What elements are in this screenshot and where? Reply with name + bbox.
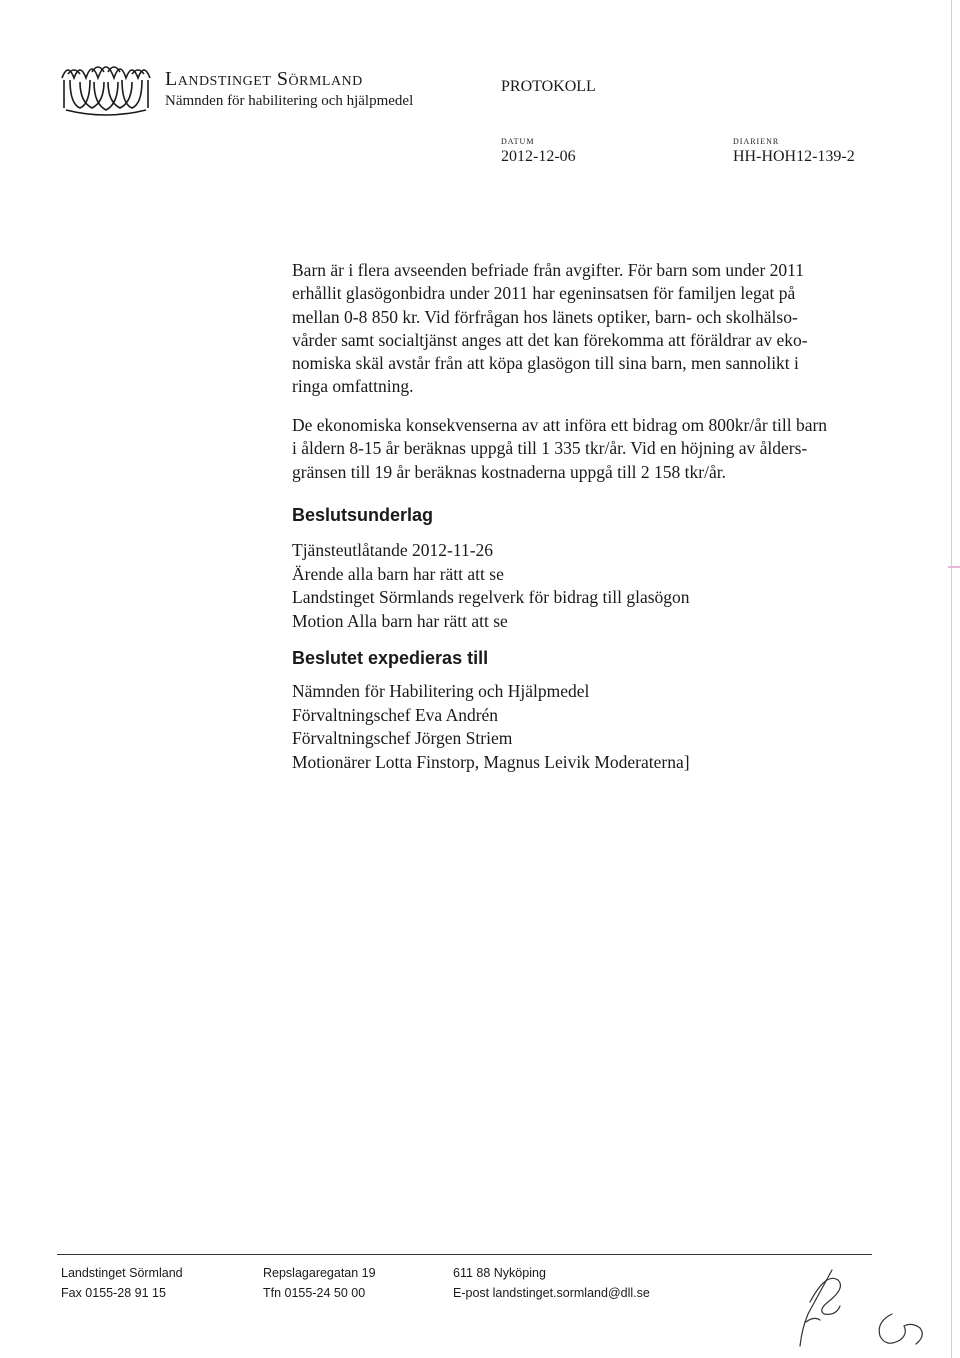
footer-line: E-post landstinget.sormland@dll.se [453, 1286, 650, 1300]
footer-divider [57, 1254, 872, 1255]
organization-block [165, 68, 413, 111]
paragraph-line: nomiska skäl avstår från att köpa glasögon till sina barn, men sannolikt i [292, 353, 799, 374]
list-item: Tjänsteutlåtande 2012-11-26 [292, 540, 494, 560]
section-heading-basis: Beslutsunderlag [292, 505, 434, 525]
footer-column-city [453, 1263, 650, 1303]
paragraph-costs [292, 414, 864, 484]
registration-block [733, 137, 855, 166]
list-item: Landstinget Sörmlands regelverk för bidrag till glasögon [292, 587, 690, 607]
registration-label: DIARIENR [733, 137, 780, 146]
handwritten-signature-icon [780, 1262, 940, 1352]
basis-list [292, 539, 690, 633]
list-item: Motionärer Lotta Finstorp, Magnus Leivik Moderaterna] [292, 751, 690, 772]
list-item: Förvaltningschef Eva Andrén [292, 704, 499, 725]
paragraph-line: Barn är i flera avseenden befriade från avgifter. För barn som under 2011 [292, 260, 804, 280]
crown-logo-icon [58, 52, 154, 118]
paragraph-line: gränsen till 19 år beräknas kostnaderna uppgå till 2 158 tkr/år. [292, 461, 726, 482]
paragraph-line: ringa omfattning. [292, 376, 414, 397]
footer-line: Landstinget Sörmland [61, 1266, 183, 1280]
footer-line: Repslagaregatan 19 [263, 1266, 376, 1280]
footer-line: Tfn 0155-24 50 00 [263, 1286, 366, 1300]
list-item: Ärende alla barn har rätt att se [292, 563, 504, 584]
list-item: Motion Alla barn har rätt att se [292, 610, 508, 631]
paragraph-line: i åldern 8-15 år beräknas uppgå till 1 335 tkr/år. Vid en höjning av ålders- [292, 438, 808, 459]
footer-column-address [263, 1263, 376, 1303]
footer-line: Fax 0155-28 91 15 [61, 1286, 166, 1300]
paragraph-fees [292, 259, 864, 399]
list-item: Förvaltningschef Jörgen Striem [292, 728, 513, 748]
margin-mark [948, 566, 960, 568]
distribution-list [292, 680, 690, 774]
paragraph-line: De ekonomiska konsekvenserna av att införa ett bidrag om 800kr/år till barn [292, 415, 828, 435]
date-block [501, 137, 576, 166]
date-value: 2012-12-06 [501, 148, 576, 165]
section-heading-distribution: Beslutet expedieras till [292, 648, 489, 668]
paragraph-line: mellan 0-8 850 kr. Vid förfrågan hos länets optiker, barn- och skolhälso- [292, 306, 798, 327]
registration-value: HH-HOH12-139-2 [733, 148, 855, 165]
list-item: Nämnden för Habilitering och Hjälpmedel [292, 681, 590, 701]
page-edge-line [951, 0, 952, 1358]
footer-line: 611 88 Nyköping [453, 1266, 546, 1280]
paragraph-line: erhållit glasögonbidra under 2011 har egeninsatsen för familjen legat på [292, 283, 796, 304]
organization-subtitle: Nämnden för habilitering och hjälpmedel [165, 93, 414, 109]
organization-name: Landstinget Sörmland [165, 68, 363, 90]
document-type: PROTOKOLL [501, 78, 596, 95]
paragraph-line: vårder samt socialtjänst anges att det kan förekomma att föräldrar av eko- [292, 329, 808, 350]
footer-column-org [61, 1263, 183, 1303]
date-label: DATUM [501, 137, 535, 146]
